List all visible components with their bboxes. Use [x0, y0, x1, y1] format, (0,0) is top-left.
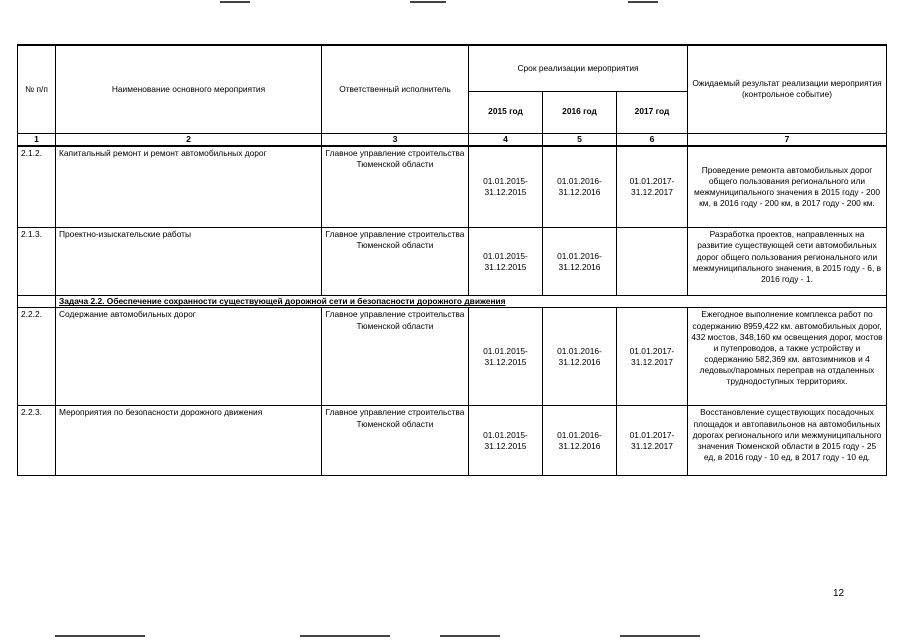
expected-result: Разработка проектов, направленных на развитие существующей сети автомобильных дорог общего пользования регионального или межмуниципального значения, в 2015 году - 6, в 2016 году - 1.	[688, 228, 887, 296]
period-2015-text: 01.01.2015- 31.12.2015	[483, 345, 528, 367]
period-2016	[543, 228, 617, 296]
period-2016-text: 01.01.2016- 31.12.2016	[557, 345, 602, 367]
period-2016	[543, 146, 617, 228]
scan-edge-bottom-right	[620, 635, 700, 637]
period-2015	[469, 228, 543, 296]
period-2017-text: 01.01.2017- 31.12.2017	[629, 176, 675, 198]
scan-edge-bottom-mid2	[440, 635, 500, 637]
period-2016	[543, 308, 617, 406]
page-number: 12	[833, 588, 845, 599]
period-2016	[543, 406, 617, 476]
scan-edge-top-right	[628, 1, 658, 3]
measure-name: Мероприятия по безопасности дорожного движения	[56, 406, 322, 476]
executor: Главное управление строительства Тюменской области	[322, 228, 469, 296]
task-row	[18, 296, 887, 308]
period-2015	[469, 308, 543, 406]
header-term: Срок реализации мероприятия	[469, 45, 688, 91]
measure-name: Проектно-изыскательские работы	[56, 228, 322, 296]
row-number: 2.2.2.	[18, 308, 56, 406]
scan-edge-top-left	[220, 1, 250, 3]
column-numbers-row	[18, 133, 887, 146]
executor: Главное управление строительства Тюменской области	[322, 406, 469, 476]
measure-name: Капитальный ремонт и ремонт автомобильных дорог	[56, 146, 322, 228]
period-2016-text: 01.01.2016- 31.12.2016	[557, 250, 602, 272]
task-number-cell	[18, 296, 56, 308]
table-row	[18, 406, 887, 476]
executor: Главное управление строительства Тюменской области	[322, 146, 469, 228]
scan-edge-bottom-mid1	[300, 635, 390, 637]
period-2015-text: 01.01.2015- 31.12.2015	[483, 250, 528, 272]
header-year-2016: 2016 год	[543, 91, 617, 133]
period-2017-text: 01.01.2017- 31.12.2017	[629, 345, 675, 367]
column-number: 2	[56, 133, 322, 146]
table-row	[18, 228, 887, 296]
period-2015-text: 01.01.2015- 31.12.2015	[483, 176, 528, 198]
period-2017-text: 01.01.2017- 31.12.2017	[629, 429, 675, 451]
row-number: 2.2.3.	[18, 406, 56, 476]
period-2017	[617, 308, 688, 406]
period-2015-text: 01.01.2015- 31.12.2015	[483, 429, 528, 451]
executor: Главное управление строительства Тюменской области	[322, 308, 469, 406]
expected-result: Ежегодное выполнение комплекса работ по содержанию 8959,422 км. автомобильных дорог, 432 мостов, 348,160 км освещения дорог, мостов и путепроводов, а также устройству и содержанию 582,369 км. автозимников и 4 ледовых/паромных переправ на отдаленных труднодоступных территориях.	[688, 308, 887, 406]
expected-result: Проведение ремонта автомобильных дорог общего пользования регионального или межмуниципального значения в 2015 году - 200 км, в 2016 году - 200 км, в 2017 году - 200 км.	[688, 146, 887, 228]
column-number: 5	[543, 133, 617, 146]
header-expected-result: Ожидаемый результат реализации мероприятия (контрольное событие)	[688, 45, 887, 133]
period-2016-text: 01.01.2016- 31.12.2016	[557, 176, 602, 198]
period-2017	[617, 406, 688, 476]
header-year-2017: 2017 год	[617, 91, 688, 133]
period-2016-text: 01.01.2016- 31.12.2016	[557, 429, 602, 451]
column-number: 4	[469, 133, 543, 146]
measures-table	[17, 44, 887, 476]
task-title: Задача 2.2. Обеспечение сохранности существующей дорожной сети и безопасности дорожного движения	[56, 296, 887, 308]
header-measure-name: Наименование основного мероприятия	[56, 45, 322, 133]
period-2015	[469, 406, 543, 476]
column-number: 1	[18, 133, 56, 146]
scan-edge-top-mid	[410, 1, 446, 3]
table-row	[18, 308, 887, 406]
header-number: № п/п	[18, 45, 56, 133]
table-row	[18, 146, 887, 228]
period-2015	[469, 146, 543, 228]
header-year-2015: 2015 год	[469, 91, 543, 133]
row-number: 2.1.2.	[18, 146, 56, 228]
column-number: 6	[617, 133, 688, 146]
column-number: 3	[322, 133, 469, 146]
period-2017	[617, 146, 688, 228]
period-2017	[617, 228, 688, 296]
header-executor: Ответственный исполнитель	[322, 45, 469, 133]
column-number: 7	[688, 133, 887, 146]
expected-result: Восстановление существующих посадочных площадок и автопавильонов на автомобильных дорогах регионального или межмуниципального значения Тюменской области в 2015 году - 25 ед, в 2016 году - 10 ед, в 2017 году - 10 ед.	[688, 406, 887, 476]
measure-name: Содержание автомобильных дорог	[56, 308, 322, 406]
scan-edge-bottom-left	[55, 635, 145, 637]
row-number: 2.1.3.	[18, 228, 56, 296]
